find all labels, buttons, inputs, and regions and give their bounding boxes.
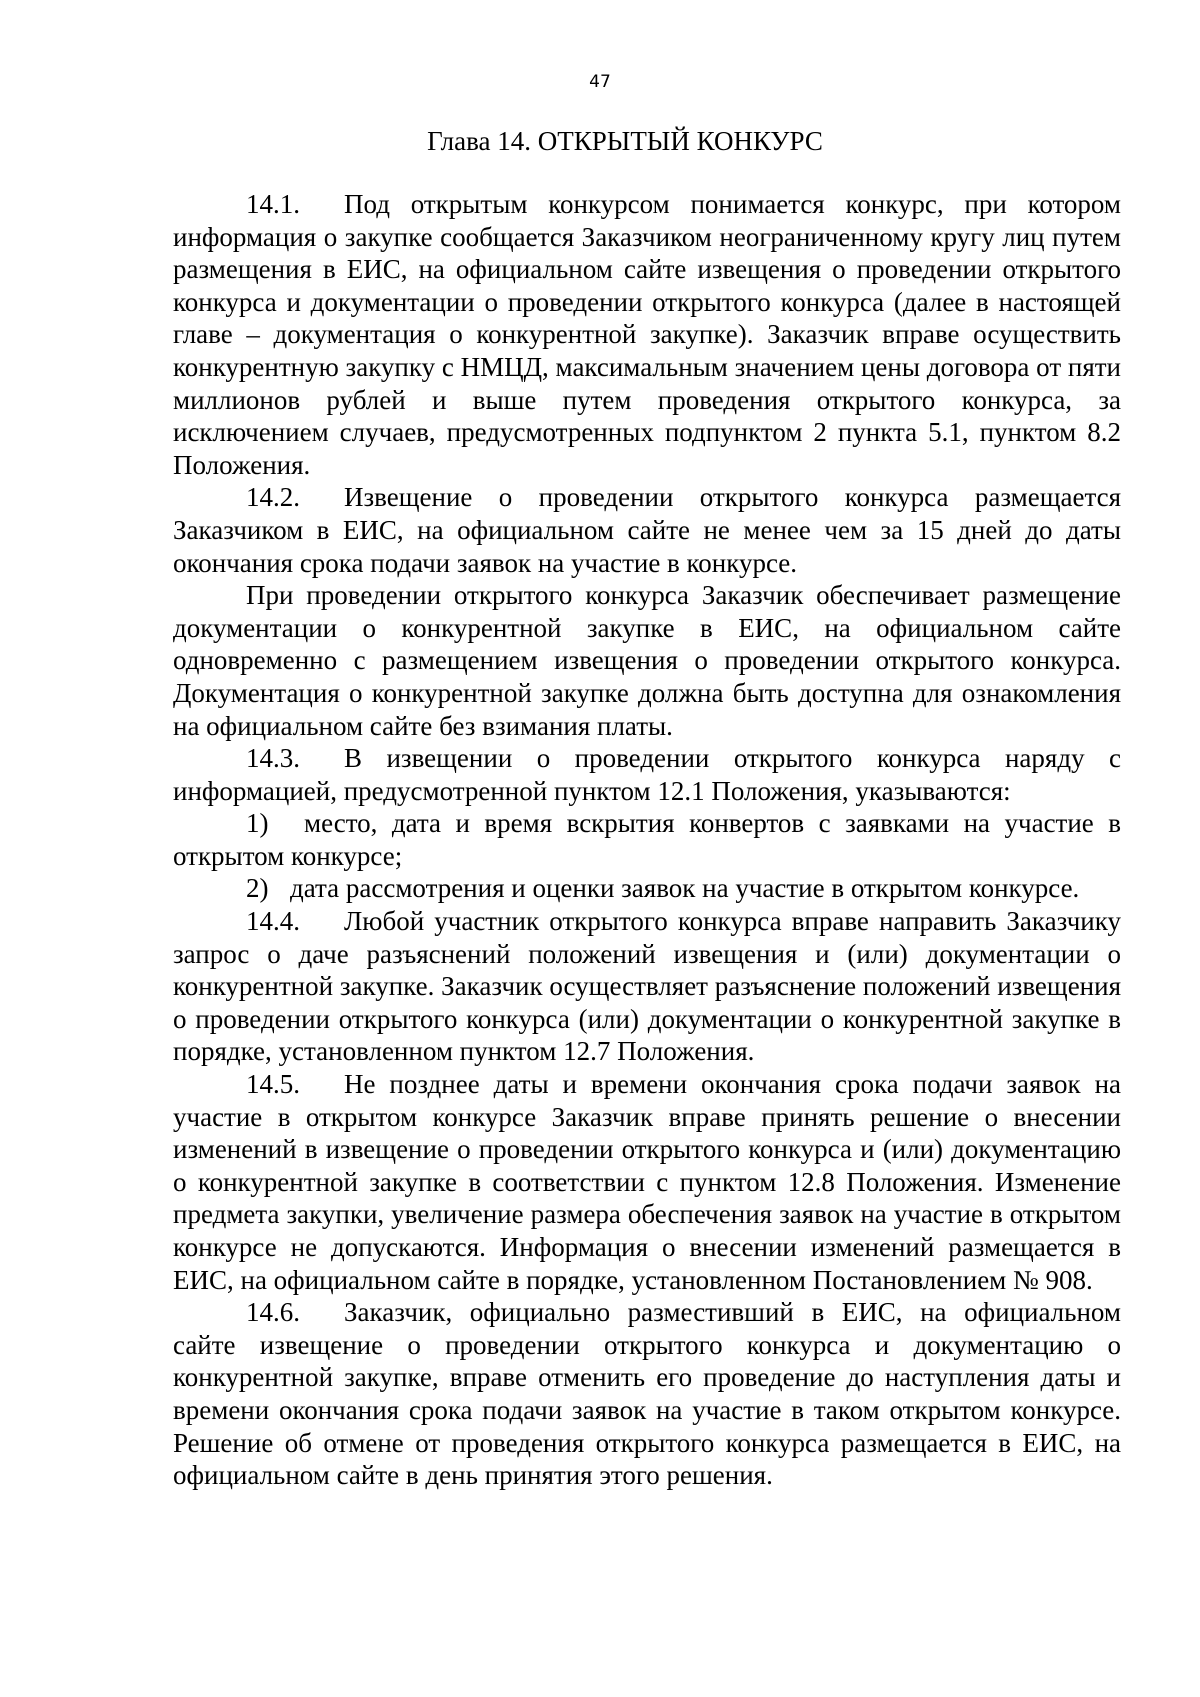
clause-number: 14.2. — [246, 482, 300, 513]
subclause-text: место, дата и время вскрытия конвертов с заявками на участие в открытом конкурсе; — [173, 808, 1121, 871]
clause-text: Под открытым конкурсом понимается конкурс, при котором информация о закупке сообщается Заказчиком неограниченному кругу лиц путем размещения в ЕИС, на официальном сайте извещения о проведении открытого конкурса и документации о проведении открытого конкурса (далее в настоящей главе – документация о конкурентной закупке). Заказчик вправе осуществить конкурентную закупку с НМЦД, максимальным значением цены договора от пяти миллионов рублей и выше путем проведения открытого конкурса, за исключением случаев, предусмотренных подпунктом 2 пункта 5.1, пунктом 8.2 Положения. — [173, 189, 1121, 480]
clause-text: При проведении открытого конкурса Заказчик обеспечивает размещение документации о конкурентной закупке в ЕИС, на официальном сайте одновременно с размещением извещения о проведении открытого конкурса. Документация о конкурентной закупке должна быть доступна для ознакомления на официальном сайте без взимания платы. — [173, 580, 1121, 741]
clause-number: 14.4. — [246, 906, 300, 937]
clause-number: 14.3. — [246, 743, 300, 774]
subclause-2 — [173, 872, 1121, 905]
clause-number: 14.5. — [246, 1069, 300, 1100]
clause-text: Заказчик, официально разместивший в ЕИС, на официальном сайте извещение о проведении открытого конкурса и документацию о конкурентной закупке, вправе отменить его проведение до наступления даты и времени окончания срока подачи заявок на участие в таком открытом конкурсе. Решение об отмене от проведения открытого конкурса размещается в ЕИС, на официальном сайте в день принятия этого решения. — [173, 1297, 1121, 1491]
clause-text: Любой участник открытого конкурса вправе направить Заказчику запрос о даче разъяснений положений извещения и (или) документации о конкурентной закупке. Заказчик осуществляет разъяснение положений извещения о проведении открытого конкурса (или) документации о конкурентной закупке в порядке, установленном пунктом 12.7 Положения. — [173, 906, 1121, 1067]
clause-14-1 — [173, 188, 1121, 481]
subclause-number: 1) — [246, 808, 269, 839]
clause-14-2 — [173, 481, 1121, 579]
clause-14-4 — [173, 905, 1121, 1068]
clause-number: 14.1. — [246, 189, 300, 219]
subclause-number: 2) — [246, 873, 269, 904]
chapter-title: Глава 14. ОТКРЫТЫЙ КОНКУРС — [427, 126, 823, 156]
clause-text: Извещение о проведении открытого конкурса размещается Заказчиком в ЕИС, на официальном сайте не менее чем за 15 дней до даты окончания срока подачи заявок на участие в конкурсе. — [173, 482, 1121, 578]
subclause-text: дата рассмотрения и оценки заявок на участие в открытом конкурсе. — [290, 873, 1080, 904]
clause-14-2-continuation — [173, 579, 1121, 742]
chapter-body — [173, 188, 1121, 1492]
clause-number: 14.6. — [246, 1297, 300, 1328]
clause-text: Не позднее даты и времени окончания срока подачи заявок на участие в открытом конкурсе Заказчик вправе принять решение о внесении изменений в извещение о проведении открытого конкурса и (или) документацию о конкурентной закупке в соответствии с пунктом 12.8 Положения. Изменение предмета закупки, увеличение размера обеспечения заявок на участие в открытом конкурсе не допускаются. Информация о внесении изменений размещается в ЕИС, на официальном сайте в порядке, установленном Постановлением № 908. — [173, 1069, 1121, 1295]
clause-14-3 — [173, 742, 1121, 807]
clause-14-6 — [173, 1296, 1121, 1492]
page-number: 47 — [589, 72, 611, 92]
clause-14-5 — [173, 1068, 1121, 1296]
clause-text: В извещении о проведении открытого конкурса наряду с информацией, предусмотренной пунктом 12.1 Положения, указываются: — [173, 743, 1121, 806]
subclause-1 — [173, 807, 1121, 872]
